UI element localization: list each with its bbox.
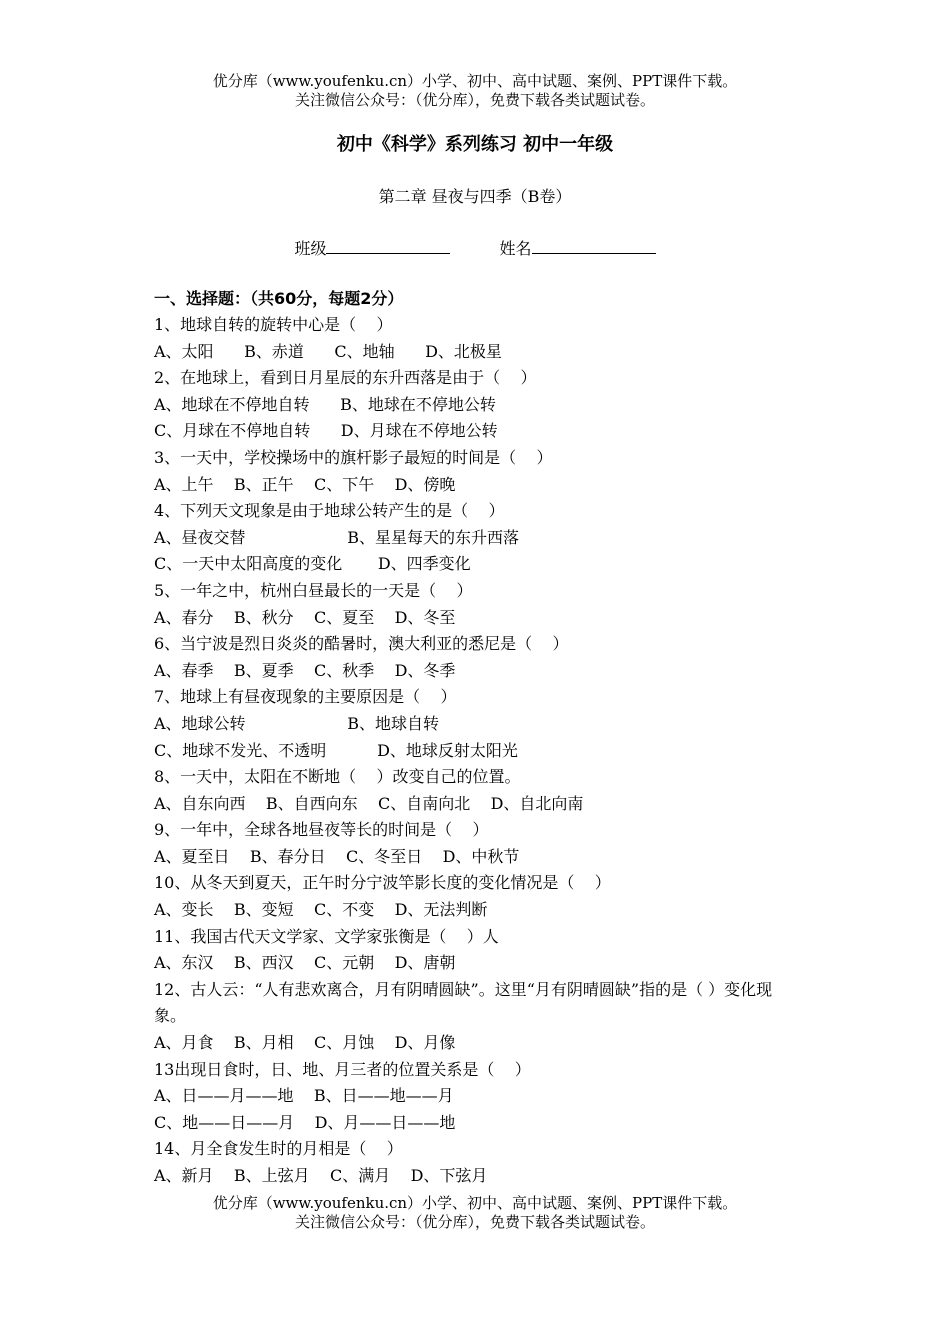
class-label: 班级 <box>294 239 327 258</box>
question-line: 7、地球上有昼夜现象的主要原因是（ ） <box>154 687 457 707</box>
options-line: C、地球不发光、不透明 D、地球反射太阳光 <box>154 740 518 760</box>
options-line: A、月食 B、月相 C、月蚀 D、月像 <box>154 1033 456 1053</box>
options-line: A、夏至日 B、春分日 C、冬至日 D、中秋节 <box>154 846 520 866</box>
question-line: 14、月全食发生时的月相是（ ） <box>154 1139 403 1159</box>
question-line: 2、在地球上，看到日月星辰的东升西落是由于（ ） <box>154 368 537 388</box>
options-line: A、昼夜交替 B、星星每天的东升西落 <box>154 527 520 547</box>
question-line: 13出现日食时，日、地、月三者的位置关系是（ ） <box>154 1059 531 1079</box>
question-line: 5、一年之中，杭州白昼最长的一天是（ ） <box>154 580 473 600</box>
page-header <box>0 72 950 110</box>
footer-line-1: 优分库（www.youfenku.cn）小学、初中、高中试题、案例、PPT课件下载。 <box>212 1194 738 1212</box>
class-field <box>294 236 450 259</box>
options-line: C、月球在不停地自转 D、月球在不停地公转 <box>154 421 498 441</box>
options-line: A、太阳 B、赤道 C、地轴 D、北极星 <box>154 341 502 361</box>
options-line: A、地球公转 B、地球自转 <box>154 713 440 733</box>
student-info-fields <box>0 236 950 259</box>
header-line-2: 关注微信公众号：（优分库），免费下载各类试题试卷。 <box>294 91 655 109</box>
options-line: C、一天中太阳高度的变化 D、四季变化 <box>154 554 471 574</box>
name-label: 姓名 <box>499 239 532 258</box>
question-line: 9、一年中，全球各地昼夜等长的时间是（ ） <box>154 820 489 840</box>
question-line: 10、从冬天到夏天，正午时分宁波竿影长度的变化情况是（ ） <box>154 873 611 893</box>
options-line: A、地球在不停地自转 B、地球在不停地公转 <box>154 394 496 414</box>
chapter-subtitle: 第二章 昼夜与四季（B卷） <box>378 187 572 206</box>
name-field <box>500 236 656 259</box>
options-line: A、变长 B、变短 C、不变 D、无法判断 <box>154 900 488 920</box>
options-line: A、新月 B、上弦月 C、满月 D、下弦月 <box>154 1166 488 1185</box>
options-line: A、春分 B、秋分 C、夏至 D、冬至 <box>154 607 456 627</box>
name-blank <box>532 237 656 254</box>
options-line: A、东汉 B、西汉 C、元朝 D、唐朝 <box>154 953 456 973</box>
class-blank <box>326 237 450 254</box>
question-line: 8、一天中，太阳在不断地（ ）改变自己的位置。 <box>154 767 521 787</box>
footer-line-2: 关注微信公众号：（优分库），免费下载各类试题试卷。 <box>294 1213 655 1231</box>
options-line: C、地——日——月 D、月——日——地 <box>154 1112 456 1132</box>
question-line: 6、当宁波是烈日炎炎的酷暑时，澳大利亚的悉尼是（ ） <box>154 634 569 654</box>
page-title: 初中《科学》系列练习 初中一年级 <box>336 134 614 155</box>
question-line: 4、下列天文现象是由于地球公转产生的是（ ） <box>154 501 505 521</box>
options-line: A、春季 B、夏季 C、秋季 D、冬季 <box>154 660 456 680</box>
question-line: 11、我国古代天文学家、文学家张衡是（ ）人 <box>154 926 499 946</box>
question-line: 1、地球自转的旋转中心是（ ） <box>154 315 393 334</box>
page-footer <box>0 1194 950 1232</box>
options-line: A、日——月——地 B、日——地——月 <box>154 1086 454 1106</box>
options-line: A、上午 B、正午 C、下午 D、傍晚 <box>154 474 456 494</box>
section-heading: 一、选择题：（共60分，每题2分） <box>154 289 404 308</box>
header-line-1: 优分库（www.youfenku.cn）小学、初中、高中试题、案例、PPT课件下载。 <box>212 72 738 90</box>
question-list <box>154 286 804 1190</box>
question-line: 12、古人云：“人有悲欢离合，月有阴晴圆缺”。这里“月有阴晴圆缺”指的是（ ）变化现象。 <box>154 979 773 1026</box>
options-line: A、自东向西 B、自西向东 C、自南向北 D、自北向南 <box>154 793 584 813</box>
question-line: 3、一天中，学校操场中的旗杆影子最短的时间是（ ） <box>154 447 553 467</box>
